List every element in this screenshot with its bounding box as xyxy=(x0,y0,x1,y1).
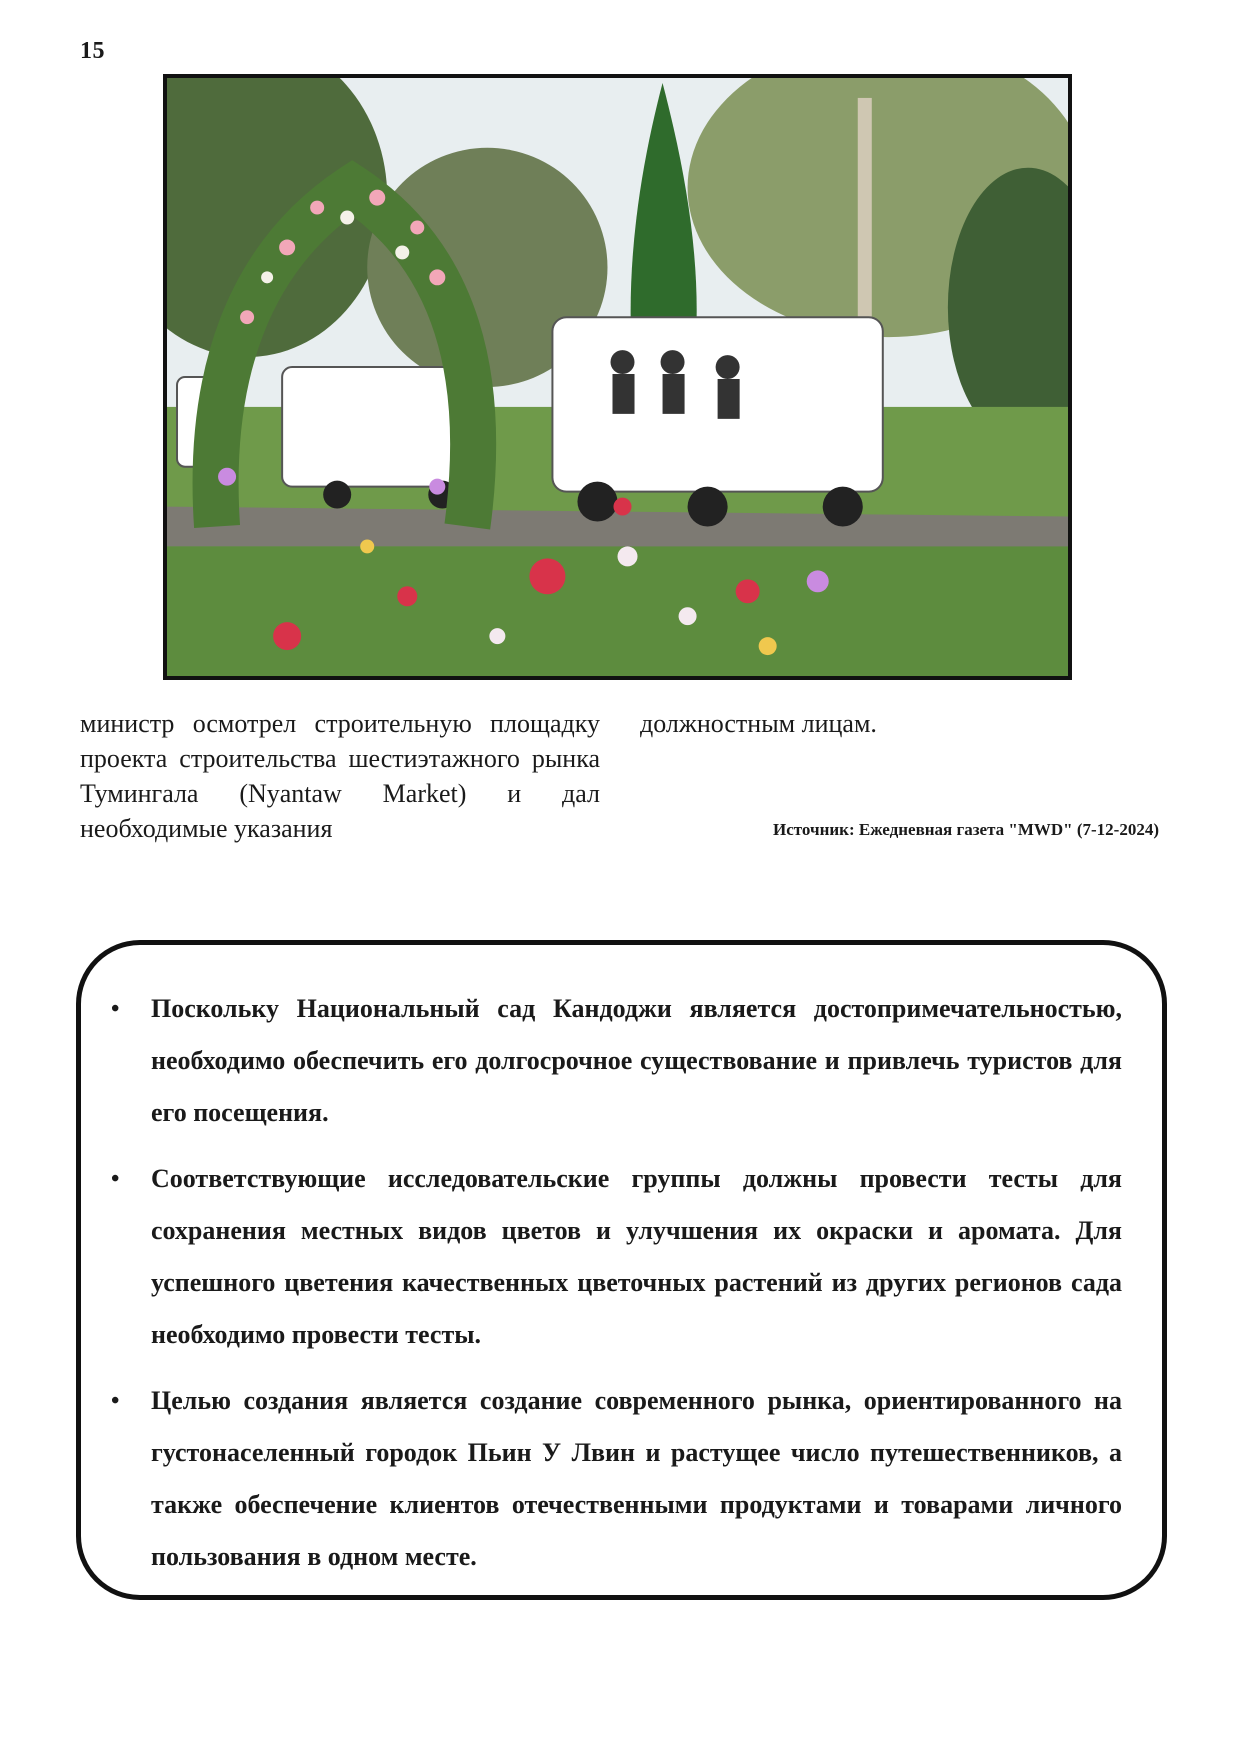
bullet-icon: • xyxy=(111,1166,120,1192)
summary-item-text: Соответствующие исследовательские группы должны провести тесты для сохранения местных видов цветов и улучшения их окраски и аромата. Для успешного цветения качественных цветочных растений из других регионов сада необходимо провести тесты. xyxy=(151,1164,1122,1349)
article-text-left-column: министр осмотрел строительную площадку проекта строительства шестиэтажного рынка Тумингала (Nyantaw Market) и дал необходимые указания xyxy=(80,709,600,843)
page-number: 15 xyxy=(80,38,105,64)
summary-item xyxy=(111,1153,1122,1361)
bullet-icon: • xyxy=(111,996,120,1022)
summary-item xyxy=(111,983,1122,1139)
summary-box xyxy=(76,940,1167,1600)
bullet-icon: • xyxy=(111,1388,120,1414)
article-text-right-column: должностным лицам. xyxy=(640,709,877,738)
article-photo xyxy=(163,74,1072,680)
summary-list xyxy=(111,983,1122,1597)
summary-item-text: Поскольку Национальный сад Кандоджи является достопримечательностью, необходимо обеспечить его долгосрочное существование и привлечь туристов для его посещения. xyxy=(151,994,1122,1127)
photo-garden-electric-carts-icon xyxy=(167,78,1068,676)
summary-item xyxy=(111,1375,1122,1583)
article-source: Источник: Ежедневная газета "MWD" (7-12-2024) xyxy=(773,820,1159,839)
summary-item-text: Целью создания является создание современного рынка, ориентированного на густонаселенный городок Пьин У Лвин и растущее число путешественников, а также обеспечение клиентов отечественными продуктами и товарами личного пользования в одном месте. xyxy=(151,1386,1122,1571)
